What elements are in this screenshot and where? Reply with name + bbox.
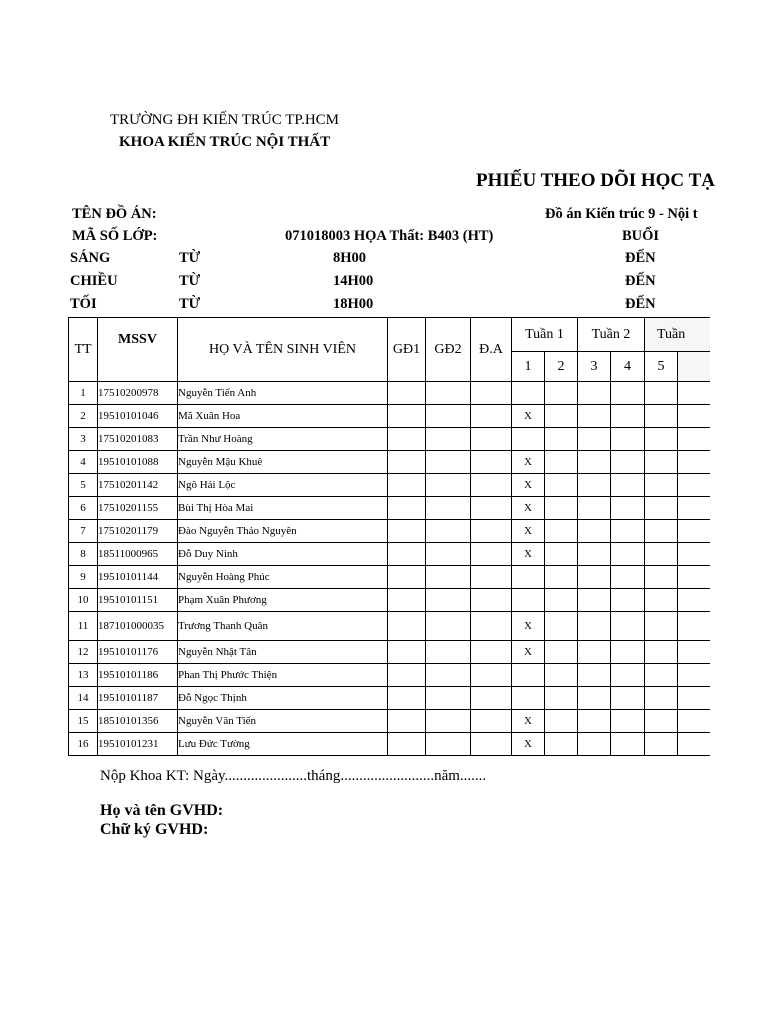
school-name: TRƯỜNG ĐH KIẾN TRÚC TP.HCM xyxy=(110,112,340,128)
session-2-mark xyxy=(545,474,578,497)
session-3-mark xyxy=(578,710,611,733)
session-5-mark xyxy=(645,497,678,520)
session-3-mark xyxy=(578,566,611,589)
student-id: 17510201179 xyxy=(98,520,178,543)
session-5-mark xyxy=(645,733,678,756)
session-2-mark xyxy=(545,382,578,405)
student-name: Nguyễn Nhật Tân xyxy=(178,641,388,664)
session-2-mark xyxy=(545,497,578,520)
da-cell xyxy=(471,405,512,428)
student-id: 19510101046 xyxy=(98,405,178,428)
session-4-mark xyxy=(611,710,645,733)
gd2-cell xyxy=(426,543,471,566)
gd2-cell xyxy=(426,612,471,641)
session-4-mark xyxy=(611,589,645,612)
row-number: 9 xyxy=(69,566,98,589)
session-6-mark xyxy=(678,664,710,687)
da-cell xyxy=(471,428,512,451)
session-6-mark xyxy=(678,733,710,756)
session-3-mark xyxy=(578,589,611,612)
session-6-mark xyxy=(678,428,710,451)
session-4-mark xyxy=(611,474,645,497)
gd2-cell xyxy=(426,664,471,687)
morning-label: SÁNG xyxy=(70,250,111,266)
session-3-mark xyxy=(578,382,611,405)
header-gd2: GĐ2 xyxy=(426,318,471,382)
row-number: 15 xyxy=(69,710,98,733)
gd1-cell xyxy=(388,589,426,612)
gd2-cell xyxy=(426,641,471,664)
session-3-mark xyxy=(578,733,611,756)
session-4-mark xyxy=(611,382,645,405)
student-name: Trần Như Hoàng xyxy=(178,428,388,451)
table-row xyxy=(69,612,710,641)
evening-time: 18H00 xyxy=(333,296,374,312)
session-4-mark xyxy=(611,641,645,664)
student-name: Bùi Thị Hòa Mai xyxy=(178,497,388,520)
da-cell xyxy=(471,641,512,664)
project-label: TÊN ĐỒ ÁN: xyxy=(72,206,157,222)
header-da: Đ.A xyxy=(471,318,512,382)
session-2-mark xyxy=(545,612,578,641)
student-id: 17510200978 xyxy=(98,382,178,405)
header-week-1: Tuần 1 xyxy=(512,318,578,352)
table-row xyxy=(69,428,710,451)
row-number: 12 xyxy=(69,641,98,664)
session-1-mark: X xyxy=(512,451,545,474)
student-id: 19510101144 xyxy=(98,566,178,589)
row-number: 10 xyxy=(69,589,98,612)
header-session-3: 3 xyxy=(578,352,611,382)
session-3-mark xyxy=(578,405,611,428)
session-1-mark: X xyxy=(512,405,545,428)
da-cell xyxy=(471,664,512,687)
session-1-mark: X xyxy=(512,733,545,756)
session-1-mark xyxy=(512,664,545,687)
session-label: BUỔI xyxy=(622,228,660,244)
session-1-mark xyxy=(512,566,545,589)
session-1-mark xyxy=(512,428,545,451)
session-1-mark xyxy=(512,687,545,710)
session-3-mark xyxy=(578,474,611,497)
session-3-mark xyxy=(578,641,611,664)
morning-from-label: TỪ xyxy=(179,250,201,266)
row-number: 6 xyxy=(69,497,98,520)
session-2-mark xyxy=(545,664,578,687)
session-6-mark xyxy=(678,710,710,733)
attendance-table xyxy=(68,317,710,756)
row-number: 7 xyxy=(69,520,98,543)
student-name: Nguyễn Mậu Khuê xyxy=(178,451,388,474)
da-cell xyxy=(471,566,512,589)
session-4-mark xyxy=(611,612,645,641)
row-number: 14 xyxy=(69,687,98,710)
session-6-mark xyxy=(678,612,710,641)
gd1-cell xyxy=(388,641,426,664)
header-session-1: 1 xyxy=(512,352,545,382)
session-1-mark xyxy=(512,382,545,405)
session-6-mark xyxy=(678,405,710,428)
row-number: 5 xyxy=(69,474,98,497)
header-session-5: 5 xyxy=(645,352,678,382)
student-id: 19510101187 xyxy=(98,687,178,710)
session-2-mark xyxy=(545,520,578,543)
da-cell xyxy=(471,612,512,641)
gd1-cell xyxy=(388,710,426,733)
gd1-cell xyxy=(388,474,426,497)
da-cell xyxy=(471,687,512,710)
gd2-cell xyxy=(426,566,471,589)
session-6-mark xyxy=(678,520,710,543)
session-3-mark xyxy=(578,497,611,520)
table-row xyxy=(69,733,710,756)
session-6-mark xyxy=(678,543,710,566)
session-4-mark xyxy=(611,520,645,543)
session-5-mark xyxy=(645,612,678,641)
submission-note: Nộp Khoa KT: Ngày......................tháng.........................năm....... xyxy=(100,768,487,784)
header-session-6 xyxy=(678,352,710,382)
document-title: PHIẾU THEO DÕI HỌC TẠ xyxy=(476,170,715,191)
header-session-4: 4 xyxy=(611,352,645,382)
row-number: 1 xyxy=(69,382,98,405)
session-3-mark xyxy=(578,664,611,687)
da-cell xyxy=(471,382,512,405)
session-3-mark xyxy=(578,451,611,474)
header-student-name: HỌ VÀ TÊN SINH VIÊN xyxy=(178,318,388,382)
session-1-mark: X xyxy=(512,497,545,520)
session-1-mark: X xyxy=(512,520,545,543)
da-cell xyxy=(471,520,512,543)
student-id: 17510201142 xyxy=(98,474,178,497)
da-cell xyxy=(471,710,512,733)
session-4-mark xyxy=(611,428,645,451)
table-row xyxy=(69,687,710,710)
table-row xyxy=(69,710,710,733)
header-tt: TT xyxy=(69,318,98,382)
session-5-mark xyxy=(645,474,678,497)
session-5-mark xyxy=(645,543,678,566)
session-3-mark xyxy=(578,428,611,451)
student-name: Đỗ Ngọc Thịnh xyxy=(178,687,388,710)
class-value: 071018003 HỌA Thất: B403 (HT) xyxy=(285,228,494,244)
student-id: 19510101088 xyxy=(98,451,178,474)
evening-from-label: TỪ xyxy=(179,296,201,312)
student-name: Đỗ Duy Ninh xyxy=(178,543,388,566)
row-number: 3 xyxy=(69,428,98,451)
session-2-mark xyxy=(545,451,578,474)
da-cell xyxy=(471,589,512,612)
evening-to-label: ĐẾN xyxy=(625,296,656,312)
session-6-mark xyxy=(678,566,710,589)
student-name: Đào Nguyễn Thảo Nguyên xyxy=(178,520,388,543)
session-3-mark xyxy=(578,520,611,543)
student-id: 187101000035 xyxy=(98,612,178,641)
gd2-cell xyxy=(426,710,471,733)
student-id: 17510201155 xyxy=(98,497,178,520)
session-6-mark xyxy=(678,474,710,497)
student-id: 19510101176 xyxy=(98,641,178,664)
gd2-cell xyxy=(426,451,471,474)
session-5-mark xyxy=(645,641,678,664)
student-name: Nguyễn Văn Tiến xyxy=(178,710,388,733)
session-5-mark xyxy=(645,687,678,710)
table-row xyxy=(69,566,710,589)
row-number: 2 xyxy=(69,405,98,428)
header-week-2: Tuần 2 xyxy=(578,318,645,352)
class-label: MÃ SỐ LỚP: xyxy=(72,228,158,244)
advisor-signature-label: Chữ ký GVHD: xyxy=(100,821,209,838)
session-5-mark xyxy=(645,664,678,687)
evening-label: TỐI xyxy=(70,296,97,312)
session-5-mark xyxy=(645,589,678,612)
session-2-mark xyxy=(545,710,578,733)
gd2-cell xyxy=(426,474,471,497)
table-row xyxy=(69,474,710,497)
student-id: 19510101231 xyxy=(98,733,178,756)
student-id: 19510101151 xyxy=(98,589,178,612)
header-gd1: GĐ1 xyxy=(388,318,426,382)
afternoon-to-label: ĐẾN xyxy=(625,273,656,289)
session-3-mark xyxy=(578,543,611,566)
table-row xyxy=(69,589,710,612)
session-4-mark xyxy=(611,566,645,589)
morning-to-label: ĐẾN xyxy=(625,250,656,266)
session-5-mark xyxy=(645,428,678,451)
student-name: Phan Thị Phước Thiện xyxy=(178,664,388,687)
session-2-mark xyxy=(545,641,578,664)
afternoon-from-label: TỪ xyxy=(179,273,201,289)
da-cell xyxy=(471,733,512,756)
da-cell xyxy=(471,543,512,566)
gd2-cell xyxy=(426,405,471,428)
afternoon-time: 14H00 xyxy=(333,273,374,289)
table-row xyxy=(69,405,710,428)
session-5-mark xyxy=(645,405,678,428)
faculty-name: KHOA KIẾN TRÚC NỘI THẤT xyxy=(119,134,331,150)
session-4-mark xyxy=(611,687,645,710)
session-3-mark xyxy=(578,612,611,641)
table-row xyxy=(69,520,710,543)
session-5-mark xyxy=(645,520,678,543)
gd2-cell xyxy=(426,520,471,543)
table-row xyxy=(69,382,710,405)
session-5-mark xyxy=(645,710,678,733)
table-row xyxy=(69,497,710,520)
row-number: 16 xyxy=(69,733,98,756)
session-6-mark xyxy=(678,641,710,664)
row-number: 13 xyxy=(69,664,98,687)
gd2-cell xyxy=(426,428,471,451)
morning-time: 8H00 xyxy=(333,250,367,266)
gd2-cell xyxy=(426,687,471,710)
table-row xyxy=(69,641,710,664)
project-value: Đồ án Kiến trúc 9 - Nội t xyxy=(545,206,698,222)
gd2-cell xyxy=(426,589,471,612)
student-id: 18510101356 xyxy=(98,710,178,733)
session-4-mark xyxy=(611,664,645,687)
session-1-mark xyxy=(512,589,545,612)
session-5-mark xyxy=(645,382,678,405)
gd1-cell xyxy=(388,497,426,520)
student-name: Nguyễn Hoàng Phúc xyxy=(178,566,388,589)
session-6-mark xyxy=(678,687,710,710)
header-session-2: 2 xyxy=(545,352,578,382)
student-name: Nguyễn Tiến Anh xyxy=(178,382,388,405)
session-2-mark xyxy=(545,405,578,428)
session-4-mark xyxy=(611,497,645,520)
student-name: Lưu Đức Tường xyxy=(178,733,388,756)
student-id: 17510201083 xyxy=(98,428,178,451)
session-2-mark xyxy=(545,428,578,451)
table-row xyxy=(69,543,710,566)
session-6-mark xyxy=(678,451,710,474)
afternoon-label: CHIỀU xyxy=(70,273,118,289)
gd1-cell xyxy=(388,687,426,710)
gd2-cell xyxy=(426,497,471,520)
student-name: Trương Thanh Quân xyxy=(178,612,388,641)
header-week-3: Tuần xyxy=(645,318,710,352)
session-1-mark: X xyxy=(512,641,545,664)
session-1-mark: X xyxy=(512,543,545,566)
gd1-cell xyxy=(388,733,426,756)
student-id: 19510101186 xyxy=(98,664,178,687)
session-4-mark xyxy=(611,451,645,474)
session-2-mark xyxy=(545,733,578,756)
table-row xyxy=(69,664,710,687)
row-number: 4 xyxy=(69,451,98,474)
gd1-cell xyxy=(388,664,426,687)
session-6-mark xyxy=(678,382,710,405)
gd2-cell xyxy=(426,733,471,756)
header-mssv: MSSV xyxy=(98,318,178,382)
da-cell xyxy=(471,474,512,497)
session-4-mark xyxy=(611,543,645,566)
gd1-cell xyxy=(388,428,426,451)
session-1-mark: X xyxy=(512,474,545,497)
session-5-mark xyxy=(645,451,678,474)
session-4-mark xyxy=(611,405,645,428)
row-number: 8 xyxy=(69,543,98,566)
da-cell xyxy=(471,451,512,474)
gd1-cell xyxy=(388,451,426,474)
gd1-cell xyxy=(388,566,426,589)
gd1-cell xyxy=(388,612,426,641)
row-number: 11 xyxy=(69,612,98,641)
student-name: Mã Xuân Hoa xyxy=(178,405,388,428)
session-6-mark xyxy=(678,497,710,520)
gd1-cell xyxy=(388,382,426,405)
table-row xyxy=(69,451,710,474)
session-2-mark xyxy=(545,566,578,589)
session-5-mark xyxy=(645,566,678,589)
session-2-mark xyxy=(545,589,578,612)
session-2-mark xyxy=(545,687,578,710)
session-3-mark xyxy=(578,687,611,710)
session-2-mark xyxy=(545,543,578,566)
da-cell xyxy=(471,497,512,520)
advisor-name-label: Họ và tên GVHD: xyxy=(100,802,224,819)
session-1-mark: X xyxy=(512,710,545,733)
gd2-cell xyxy=(426,382,471,405)
session-4-mark xyxy=(611,733,645,756)
gd1-cell xyxy=(388,520,426,543)
student-id: 18511000965 xyxy=(98,543,178,566)
session-1-mark: X xyxy=(512,612,545,641)
session-6-mark xyxy=(678,589,710,612)
gd1-cell xyxy=(388,405,426,428)
student-name: Ngô Hải Lộc xyxy=(178,474,388,497)
student-name: Phạm Xuân Phương xyxy=(178,589,388,612)
gd1-cell xyxy=(388,543,426,566)
